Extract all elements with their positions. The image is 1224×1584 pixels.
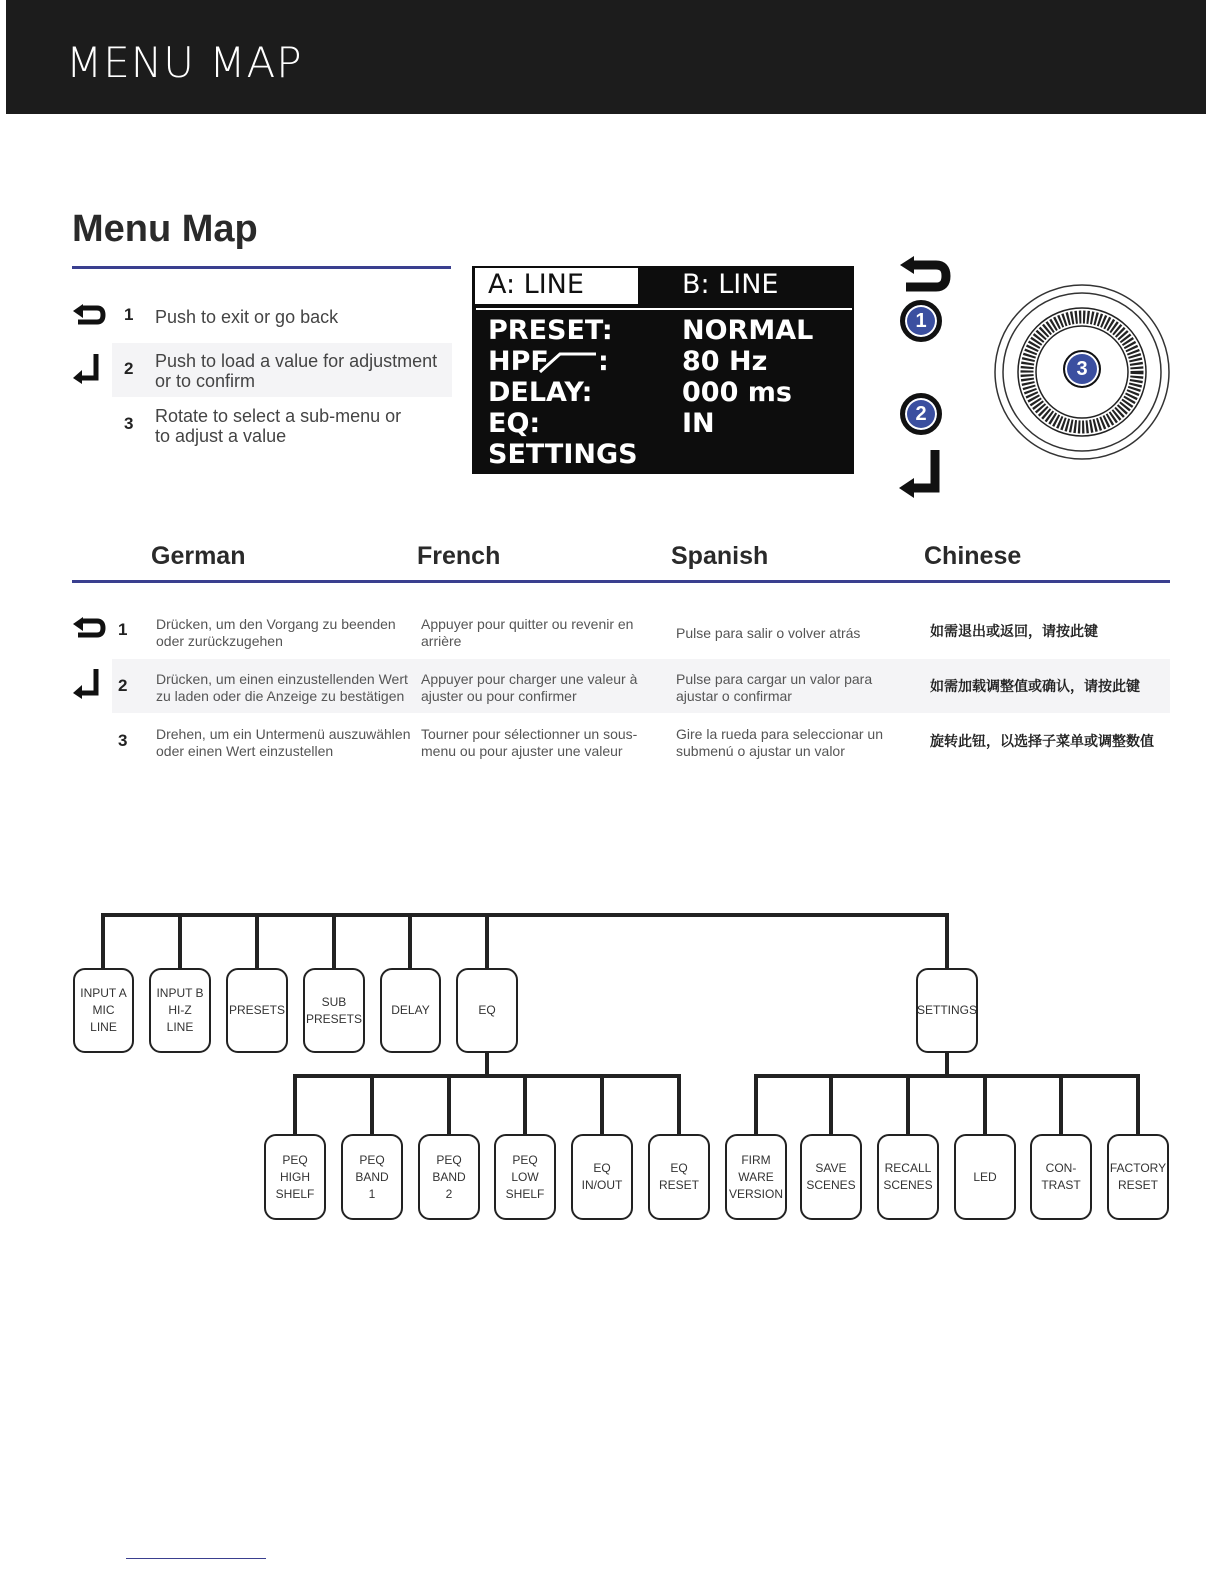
- badge-2[interactable]: 2: [900, 393, 942, 435]
- lcd-tab-a-label: A: LINE: [488, 269, 584, 300]
- cell-german-1: Drücken, um den Vorgang zu beenden oder zurückzugehen: [156, 616, 396, 649]
- node-input-a: INPUT A MIC LINE: [73, 968, 134, 1053]
- node-peq-band-2: PEQ BAND 2: [418, 1134, 480, 1220]
- node-eq-in-out: EQ IN/OUT: [571, 1134, 633, 1220]
- cell-spanish-2: Pulse para cargar un valor para ajustar o confirmar: [676, 671, 873, 704]
- lang-head-chinese: Chinese: [924, 542, 1022, 570]
- cell-french-2: Appuyer pour charger une valeur à ajuster ou pour confirmer: [421, 671, 638, 704]
- badge-1[interactable]: 1: [900, 300, 942, 342]
- legend-text-2b: or to confirm: [155, 371, 256, 391]
- cell-french-1: Appuyer pour quitter ou revenir en arrière: [421, 616, 634, 649]
- node-factory-reset: FACTORY RESET: [1107, 1134, 1169, 1220]
- cell-chinese-3: 旋转此钮，以选择子菜单或调整数值: [930, 733, 1154, 749]
- legend-text-3b: to adjust a value: [155, 426, 287, 446]
- node-sub-presets: SUB PRESETS: [303, 968, 365, 1053]
- node-eq-reset: EQ RESET: [648, 1134, 710, 1220]
- node-firmware-version: FIRM WARE VERSION: [725, 1134, 787, 1220]
- legend-num-3: 3: [124, 414, 134, 433]
- cell-spanish-1: Pulse para salir o volver atrás: [676, 625, 861, 641]
- lcd-label-eq: EQ:: [488, 408, 541, 439]
- lcd-value-delay: 000 ms: [682, 377, 792, 408]
- node-eq: EQ: [456, 968, 518, 1053]
- lcd-label-settings: SETTINGS: [488, 439, 638, 470]
- lcd-label-preset: PRESET:: [488, 315, 613, 346]
- node-contrast: CON- TRAST: [1030, 1134, 1092, 1220]
- lcd-label-hpf: HPF: [488, 346, 549, 377]
- cell-chinese-2: 如需加载调整值或确认，请按此键: [930, 678, 1140, 694]
- cell-chinese-1: 如需退出或返回，请按此键: [930, 623, 1098, 639]
- cell-german-3: Drehen, um ein Untermenü auszuwählen oder einen Wert einzustellen: [156, 726, 411, 759]
- legend-num-2: 2: [124, 359, 134, 378]
- table-row-num-1: 1: [118, 620, 128, 639]
- lcd-label-hpf-colon: :: [598, 346, 609, 377]
- table-row-num-2: 2: [118, 676, 128, 695]
- lcd-label-delay: DELAY:: [488, 377, 593, 408]
- legend-text-3a: Rotate to select a sub-menu or: [155, 406, 402, 426]
- table-row-num-3: 3: [118, 731, 128, 750]
- page-title: Menu Map: [72, 208, 258, 250]
- node-settings: SETTINGS: [916, 968, 978, 1053]
- lang-head-french: French: [417, 542, 501, 570]
- lcd-tab-b-label: B: LINE: [682, 269, 779, 300]
- legend-num-1: 1: [124, 305, 134, 324]
- legend-text-1: Push to exit or go back: [155, 307, 339, 327]
- lcd-value-preset: NORMAL: [682, 315, 814, 346]
- node-save-scenes: SAVE SCENES: [800, 1134, 862, 1220]
- node-presets: PRESETS: [226, 968, 288, 1053]
- footer-line: [126, 1558, 266, 1559]
- node-led: LED: [954, 1134, 1016, 1220]
- lcd-value-hpf: 80 Hz: [682, 346, 768, 377]
- cell-french-3: Tourner pour sélectionner un sous-menu ou pour ajuster une valeur: [421, 726, 638, 759]
- cell-spanish-3: Gire la rueda para seleccionar un submenú o ajustar un valor: [676, 726, 884, 759]
- node-peq-low-shelf: PEQ LOW SHELF: [494, 1134, 556, 1220]
- node-delay: DELAY: [380, 968, 441, 1053]
- header-title: MENU MAP: [66, 38, 303, 87]
- node-peq-high-shelf: PEQ HIGH SHELF: [264, 1134, 326, 1220]
- node-recall-scenes: RECALL SCENES: [877, 1134, 939, 1220]
- legend-text-2a: Push to load a value for adjustment: [155, 351, 438, 371]
- lcd-value-eq: IN: [682, 408, 715, 439]
- lang-head-german: German: [151, 542, 246, 570]
- cell-german-2: Drücken, um einen einzustellenden Wert zu laden oder die Anzeige zu bestätigen: [156, 671, 408, 704]
- lang-head-spanish: Spanish: [671, 542, 769, 570]
- node-peq-band-1: PEQ BAND 1: [341, 1134, 403, 1220]
- badge-3: 3: [1063, 350, 1101, 388]
- node-input-b: INPUT B HI-Z LINE: [149, 968, 211, 1053]
